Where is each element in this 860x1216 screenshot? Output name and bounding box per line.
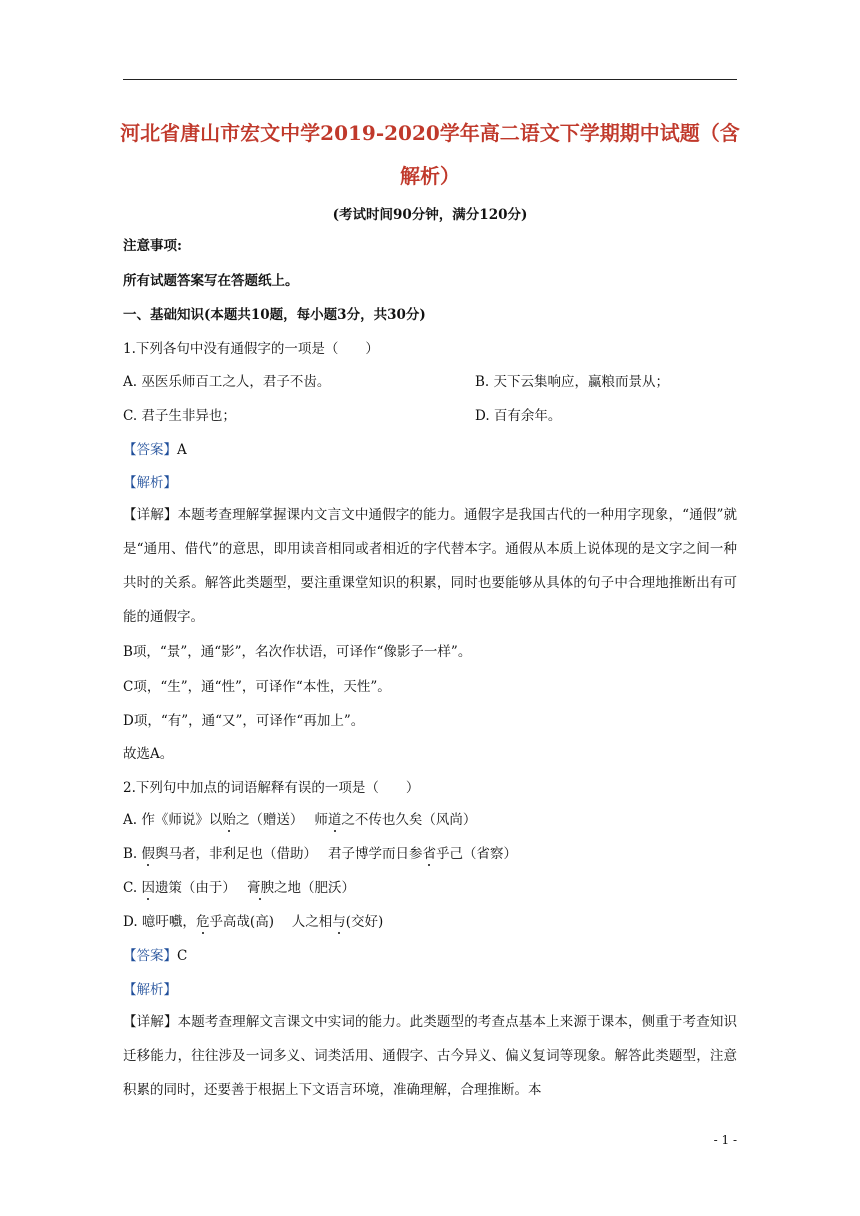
question-2-option-d: D. 噫吁嚱，危乎高哉(高) 人之相与(交好) [123, 914, 384, 930]
notes-heading: 注意事项: [123, 238, 182, 254]
question-1-c-explanation: C项，“生”，通“性”，可译作“本性，天性”。 [123, 679, 391, 695]
detail-tag: 【详解】 [123, 507, 178, 523]
question-1-stem: 1.下列各句中没有通假字的一项是（ ） [123, 341, 379, 357]
answer-tag: 【答案】 [123, 442, 177, 458]
question-2-detail [123, 1005, 737, 1107]
question-1-option-c: C. 君子生非异也； [123, 408, 236, 424]
question-2-option-c: C. 因遗策（由于） 膏腴之地（肥沃） [123, 880, 355, 896]
question-1-option-d: D. 百有余年。 [475, 408, 562, 424]
answer-tag: 【答案】 [123, 948, 177, 964]
header-rule [123, 79, 737, 80]
question-2-option-a: A. 作《师说》以贻之（赠送） 师道之不传也久矣（风尚） [123, 812, 477, 828]
document-title-line1: 河北省唐山市宏文中学2019-2020学年高二语文下学期期中试题（含 [120, 121, 740, 145]
question-2-analysis-tag: 【解析】 [123, 982, 177, 998]
dotted-word: 与 [332, 914, 346, 930]
document-title-line2: 解析） [400, 164, 460, 188]
question-1-conclusion: 故选A。 [123, 746, 174, 762]
dotted-word: 膏腴 [246, 880, 274, 896]
question-1-d-explanation: D项，“有”，通“又”，可译作“再加上”。 [123, 713, 365, 729]
question-1-option-b: B. 天下云集响应，赢粮而景从； [475, 374, 670, 390]
dotted-word: 贻 [222, 812, 236, 828]
exam-info: (考试时间90分钟，满分120分) [332, 207, 528, 223]
question-2-option-b: B. 假舆马者，非利足也（借助） 君子博学而日参省乎己（省察） [123, 846, 518, 862]
dotted-word: 假 [141, 846, 156, 862]
detail-tag: 【详解】 [123, 1014, 178, 1030]
page-number: - 1 - [713, 1133, 737, 1147]
question-1-option-a: A. 巫医乐师百工之人，君子不齿。 [123, 374, 331, 390]
question-2-stem: 2.下列句中加点的词语解释有误的一项是（ ） [123, 780, 420, 796]
answer-value: A [177, 442, 187, 458]
question-1-b-explanation: B项，“景”，通“影”，名次作状语，可译作“像影子一样”。 [123, 644, 472, 660]
answer-value: C [177, 948, 188, 964]
section-heading: 一、基础知识(本题共10题，每小题3分，共30分) [123, 307, 426, 323]
detail-text: 本题考查理解掌握课内文言文中通假字的能力。通假字是我国古代的一种用字现象，“通假”就是“通用、借代”的意思，即用读音相同或者相近的字代替本字。通假从本质上说体现的是文字之间一种共时的关系。解答此类题型，要注重课堂知识的积累，同时也要能够从具体的句子中合理地推断出有可能的通假字。 [123, 507, 738, 625]
question-1-answer [123, 440, 187, 460]
question-1-detail [123, 498, 737, 634]
dotted-word: 省 [422, 846, 437, 862]
question-2-answer [123, 946, 187, 966]
question-1-analysis-tag: 【解析】 [123, 475, 177, 491]
notes-text: 所有试题答案写在答题纸上。 [123, 273, 299, 289]
detail-text: 本题考查理解文言课文中实词的能力。此类题型的考查点基本上来源于课本，侧重于考查知识迁移能力，往往涉及一词多义、词类活用、通假字、古今异义、偏义复词等现象。解答此类题型，注意积累的同时，还要善于根据上下文语言环境，准确理解，合理推断。本 [123, 1014, 738, 1098]
dotted-word: 危 [195, 914, 210, 930]
dotted-word: 因 [141, 880, 155, 896]
dotted-word: 道 [327, 812, 342, 828]
